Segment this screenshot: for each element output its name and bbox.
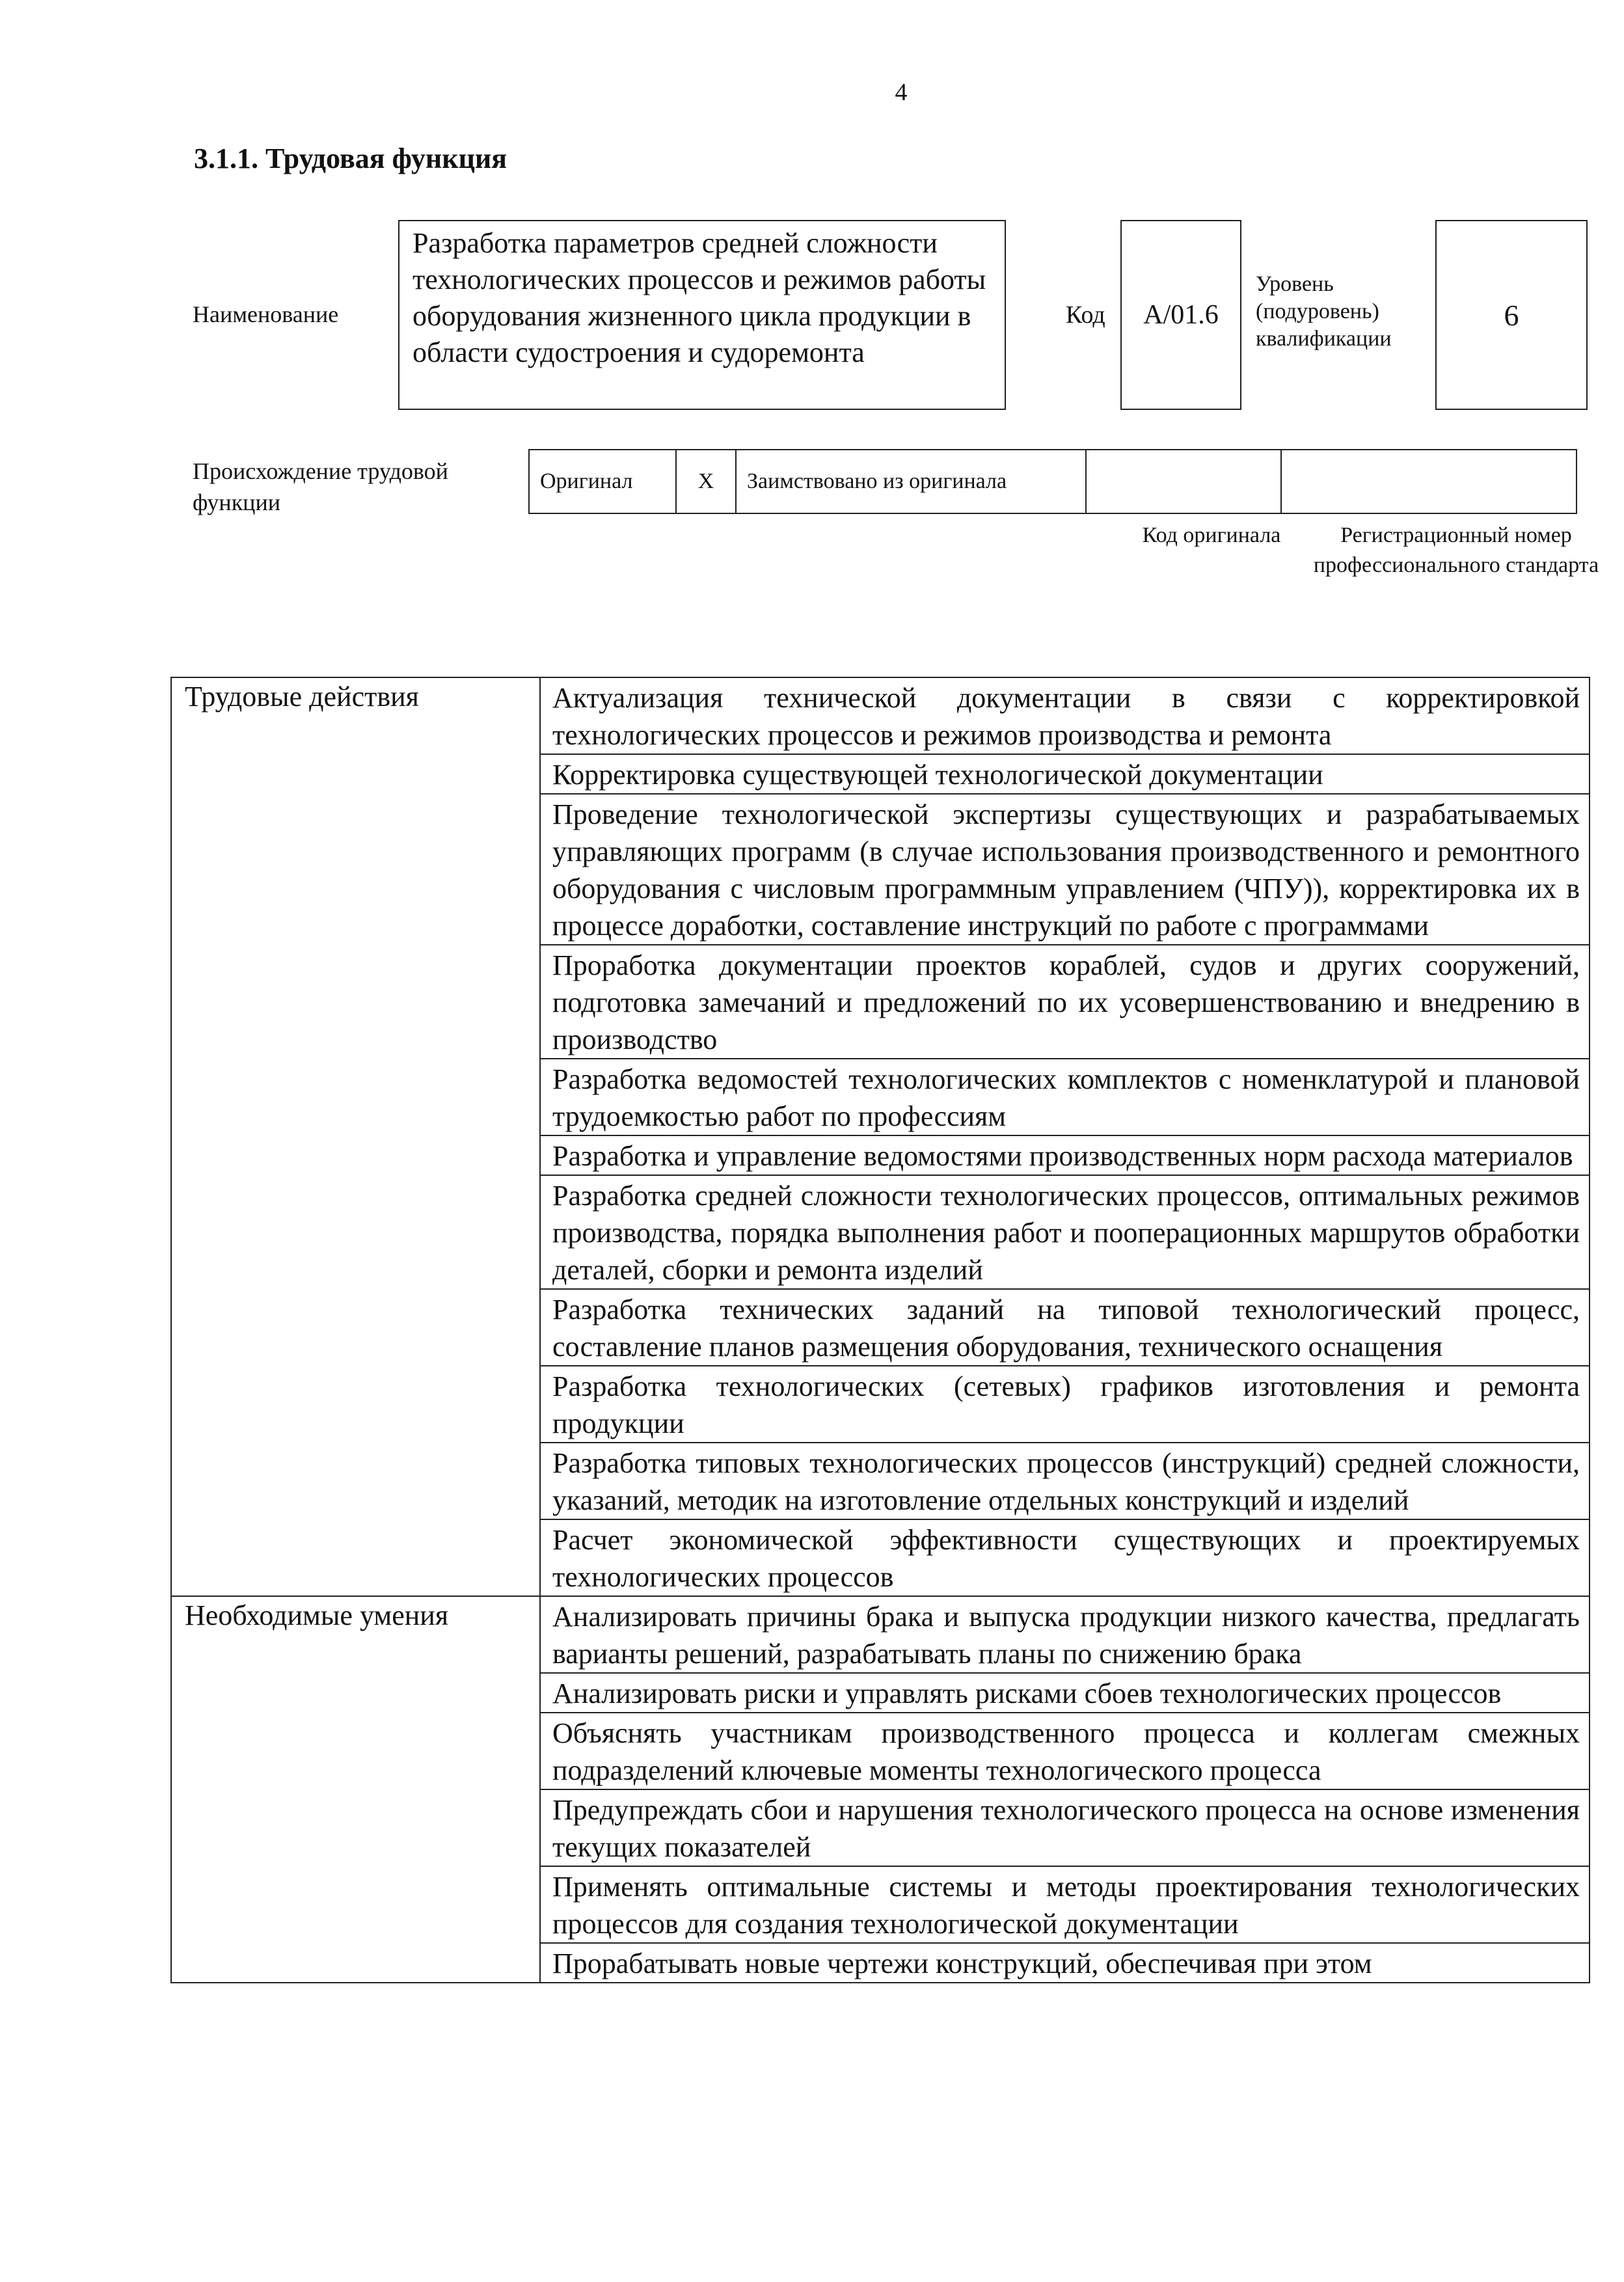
table-row bbox=[171, 677, 1590, 754]
origin-mark: X bbox=[697, 469, 714, 493]
function-name-value: Разработка параметров средней сложности технологических процессов и режимов работы оборудования жизненного цикла продукции в области судостроения и судоремонта bbox=[413, 227, 986, 368]
code-box bbox=[1120, 220, 1241, 410]
page-number: 4 bbox=[895, 79, 908, 106]
origin-original-cell bbox=[530, 450, 677, 513]
list-item: Проведение технологической экспертизы существующих и разрабатываемых управляющих программ (в случае использования производственного и ремонтного оборудования с числовым программным управлением (ЧПУ)), корректировка их в процессе доработки, составление инструкций по работе с программами bbox=[540, 794, 1590, 945]
list-item: Прорабатывать новые чертежи конструкций, обеспечивая при этом bbox=[540, 1943, 1590, 1983]
code-label: Код bbox=[1066, 301, 1105, 329]
list-item: Разработка средней сложности технологических процессов, оптимальных режимов производства, порядка выполнения работ и пооперационных маршрутов обработки деталей, сборки и ремонта изделий bbox=[540, 1175, 1590, 1289]
function-name-box bbox=[398, 220, 1006, 410]
origin-code-caption: Код оригинала bbox=[1142, 523, 1281, 547]
list-item: Анализировать риски и управлять рисками сбоев технологических процессов bbox=[540, 1673, 1590, 1713]
origin-code-cell bbox=[1087, 450, 1282, 513]
section-title-cell: Необходимые умения bbox=[171, 1596, 540, 1983]
list-item: Актуализация технической документации в связи с корректировкой технологических процессов и режимов производства и ремонта bbox=[540, 677, 1590, 754]
table-row bbox=[171, 1596, 1590, 1673]
list-item: Объяснять участникам производственного процесса и коллегам смежных подразделений ключевые моменты технологического процесса bbox=[540, 1713, 1590, 1789]
list-item: Разработка ведомостей технологических комплектов с номенклатурой и плановой трудоемкостью работ по профессиям bbox=[540, 1059, 1590, 1135]
list-item: Проработка документации проектов кораблей, судов и других сооружений, подготовка замечаний и предложений по их усовершенствованию и внедрению в производство bbox=[540, 945, 1590, 1059]
list-item: Разработка и управление ведомостями производственных норм расхода материалов bbox=[540, 1135, 1590, 1175]
list-item: Расчет экономической эффективности существующих и проектируемых технологических процессов bbox=[540, 1519, 1590, 1596]
level-label: Уровень (подуровень) квалификации bbox=[1256, 272, 1392, 351]
list-item: Анализировать причины брака и выпуска продукции низкого качества, предлагать варианты решений, разрабатывать планы по снижению брака bbox=[540, 1596, 1590, 1673]
origin-borrowed-label: Заимствовано из оригинала bbox=[747, 469, 1007, 493]
name-label: Наименование bbox=[193, 301, 339, 327]
level-value: 6 bbox=[1504, 298, 1519, 332]
level-box bbox=[1435, 220, 1588, 410]
section-title: 3.1.1. Трудовая функция bbox=[194, 143, 508, 174]
list-item: Разработка технических заданий на типовой технологический процесс, составление планов размещения оборудования, технического оснащения bbox=[540, 1289, 1590, 1366]
list-item: Разработка типовых технологических процессов (инструкций) средней сложности, указаний, методик на изготовление отдельных конструкций и изделий bbox=[540, 1443, 1590, 1519]
list-item: Корректировка существующей технологической документации bbox=[540, 754, 1590, 794]
list-item: Применять оптимальные системы и методы проектирования технологических процессов для создания технологической документации bbox=[540, 1866, 1590, 1943]
origin-row bbox=[528, 449, 1577, 514]
list-item: Разработка технологических (сетевых) графиков изготовления и ремонта продукции bbox=[540, 1366, 1590, 1443]
origin-borrowed-cell bbox=[737, 450, 1087, 513]
origin-mark-cell bbox=[677, 450, 737, 513]
code-value: А/01.6 bbox=[1143, 300, 1219, 330]
origin-label: Происхождение трудовой функции bbox=[193, 458, 448, 515]
list-item: Предупреждать сбои и нарушения технологического процесса на основе изменения текущих показателей bbox=[540, 1789, 1590, 1866]
origin-reg-caption: Регистрационный номер профессионального стандарта bbox=[1313, 523, 1599, 577]
origin-original-label: Оригинал bbox=[540, 469, 633, 493]
section-title-cell: Трудовые действия bbox=[171, 677, 540, 1596]
function-table bbox=[170, 677, 1590, 1983]
origin-reg-cell bbox=[1282, 450, 1576, 513]
